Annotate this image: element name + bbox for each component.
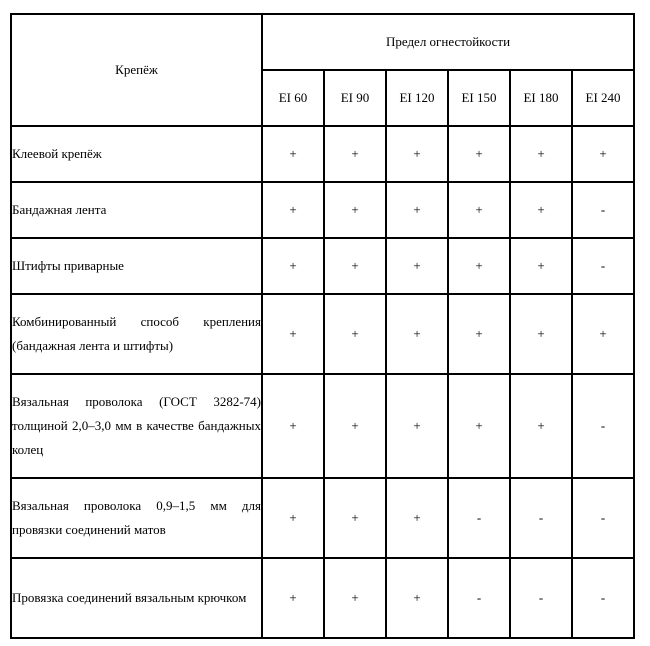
- header-fastener: Крепёж: [11, 14, 262, 126]
- cell-value: +: [448, 126, 510, 182]
- cell-value: +: [448, 182, 510, 238]
- cell-value: +: [572, 294, 634, 374]
- cell-value: +: [510, 238, 572, 294]
- fire-resistance-table: [10, 13, 635, 639]
- cell-value: +: [262, 558, 324, 638]
- header-fire-limit: Предел огнестойкости: [262, 14, 634, 70]
- cell-value: +: [262, 182, 324, 238]
- table-row: [11, 126, 634, 182]
- fastener-name: Комбинированный способ крепления (бандажная лента и штифты): [11, 294, 262, 374]
- cell-value: +: [262, 374, 324, 478]
- cell-value: +: [324, 558, 386, 638]
- cell-value: +: [510, 374, 572, 478]
- fastener-name: Клеевой крепёж: [11, 126, 262, 182]
- cell-value: -: [572, 374, 634, 478]
- cell-value: +: [386, 558, 448, 638]
- cell-value: +: [448, 374, 510, 478]
- cell-value: +: [262, 478, 324, 558]
- header-class-ei240: EI 240: [572, 70, 634, 126]
- fastener-name: Провязка соединений вязальным крючком: [11, 558, 262, 638]
- cell-value: -: [572, 182, 634, 238]
- cell-value: -: [572, 478, 634, 558]
- header-class-ei120: EI 120: [386, 70, 448, 126]
- cell-value: +: [448, 294, 510, 374]
- table-row: [11, 478, 634, 558]
- header-class-ei180: EI 180: [510, 70, 572, 126]
- cell-value: +: [324, 478, 386, 558]
- fastener-name: Бандажная лента: [11, 182, 262, 238]
- cell-value: -: [572, 238, 634, 294]
- cell-value: +: [324, 126, 386, 182]
- cell-value: +: [324, 182, 386, 238]
- cell-value: -: [448, 478, 510, 558]
- cell-value: +: [572, 126, 634, 182]
- cell-value: +: [324, 238, 386, 294]
- header-class-ei150: EI 150: [448, 70, 510, 126]
- cell-value: -: [572, 558, 634, 638]
- cell-value: +: [386, 126, 448, 182]
- cell-value: +: [324, 374, 386, 478]
- cell-value: +: [510, 182, 572, 238]
- fastener-name: Вязальная проволока 0,9–1,5 мм для провязки соединений матов: [11, 478, 262, 558]
- cell-value: +: [324, 294, 386, 374]
- cell-value: +: [386, 478, 448, 558]
- table-row: [11, 374, 634, 478]
- fastener-name: Штифты приварные: [11, 238, 262, 294]
- cell-value: +: [262, 238, 324, 294]
- cell-value: -: [510, 478, 572, 558]
- table-row: [11, 558, 634, 638]
- table-row: [11, 238, 634, 294]
- cell-value: +: [448, 238, 510, 294]
- cell-value: +: [510, 294, 572, 374]
- cell-value: +: [262, 126, 324, 182]
- cell-value: +: [262, 294, 324, 374]
- table-row: [11, 182, 634, 238]
- cell-value: +: [386, 238, 448, 294]
- cell-value: -: [448, 558, 510, 638]
- fastener-name: Вязальная проволока (ГОСТ 3282-74) толщиной 2,0–3,0 мм в качестве бандажных колец: [11, 374, 262, 478]
- cell-value: +: [510, 126, 572, 182]
- cell-value: +: [386, 374, 448, 478]
- table-row: [11, 294, 634, 374]
- header-class-ei60: EI 60: [262, 70, 324, 126]
- header-class-ei90: EI 90: [324, 70, 386, 126]
- cell-value: -: [510, 558, 572, 638]
- cell-value: +: [386, 182, 448, 238]
- cell-value: +: [386, 294, 448, 374]
